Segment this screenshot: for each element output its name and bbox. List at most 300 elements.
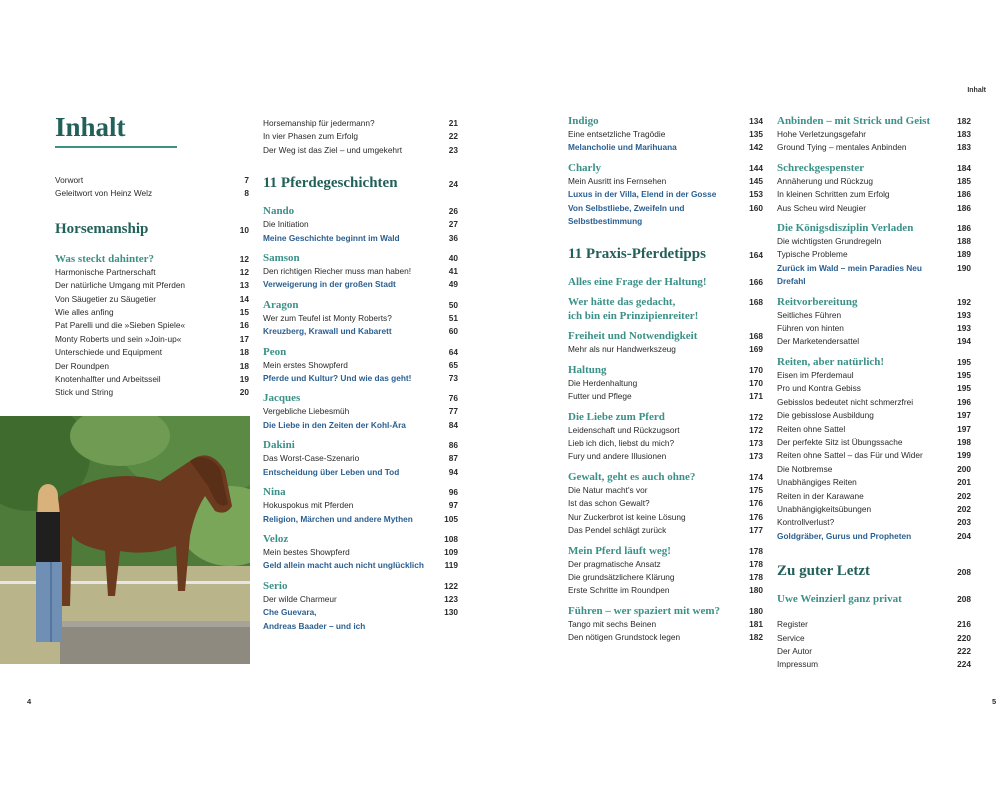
toc-entry-page: 18 bbox=[239, 360, 249, 371]
horse-illustration bbox=[0, 416, 250, 664]
toc-entry-title: Vorwort bbox=[55, 175, 84, 185]
toc-entry bbox=[263, 218, 458, 231]
toc-entry bbox=[55, 174, 249, 187]
toc-entry-title: Leidenschaft und Rückzugsort bbox=[568, 424, 680, 435]
toc-entry-page: 19 bbox=[239, 374, 249, 385]
toc-entry-page: 216 bbox=[957, 619, 971, 630]
toc-entry-title: Stick und String bbox=[55, 387, 114, 398]
page-number-right: 5 bbox=[992, 697, 997, 706]
toc-entry bbox=[777, 632, 971, 645]
section-page: 144 bbox=[749, 162, 763, 173]
toc-entry-page: 22 bbox=[448, 131, 458, 142]
toc-entry-title: Lieb ich dich, liebst du mich? bbox=[568, 438, 675, 449]
chapter-heading: 11 Pferdegeschichten 24 bbox=[263, 175, 458, 192]
toc-entry-title: Das Pendel schlägt zurück bbox=[568, 525, 667, 536]
toc-entry bbox=[263, 593, 458, 606]
toc-entry-page: 123 bbox=[444, 593, 458, 604]
section-page: 134 bbox=[749, 116, 763, 126]
section-title: Nando bbox=[263, 205, 295, 218]
section-page: 50 bbox=[448, 299, 458, 310]
toc-entry-page: 204 bbox=[957, 530, 971, 541]
section-page: 195 bbox=[957, 356, 971, 367]
toc-entry-title: Unabhängigkeitsübungen bbox=[777, 503, 872, 514]
chapter-heading: Horsemanship 10 bbox=[55, 220, 249, 237]
toc-entry bbox=[568, 497, 763, 510]
toc-entry-page: 7 bbox=[244, 175, 249, 185]
toc-entry-page: 180 bbox=[749, 585, 763, 596]
toc-entry bbox=[55, 293, 249, 306]
toc-section bbox=[568, 275, 763, 289]
toc-entry-page: 195 bbox=[957, 369, 971, 380]
toc-entry-title: Horsemanship für jedermann? bbox=[263, 118, 375, 128]
toc-entry-page: 183 bbox=[957, 129, 971, 139]
toc-entry-page: 201 bbox=[957, 477, 971, 488]
section-heading: Uwe Weinzierl ganz privat 208 bbox=[777, 593, 971, 606]
toc-entry-page: 202 bbox=[957, 490, 971, 501]
toc-entry-page: 41 bbox=[448, 266, 458, 277]
toc-entry bbox=[777, 503, 971, 516]
toc-section bbox=[777, 161, 971, 215]
section-title: Mein Pferd läuft weg! bbox=[568, 544, 671, 557]
toc-entry bbox=[777, 248, 971, 261]
toc-entry-page: 8 bbox=[244, 188, 249, 199]
section-page: 96 bbox=[448, 487, 458, 498]
toc-entry-title: Von Säugetier zu Säugetier bbox=[55, 293, 157, 304]
toc-entry-title: Register bbox=[777, 619, 808, 630]
section-page: 168 bbox=[749, 331, 763, 342]
toc-entry-page: 60 bbox=[448, 326, 458, 337]
section-title: Peon bbox=[263, 345, 287, 358]
toc-entry bbox=[55, 346, 249, 359]
toc-entry-title: Die Herdenhaltung bbox=[568, 377, 638, 388]
toc-entry-title: Der Autor bbox=[777, 645, 813, 656]
toc-entry bbox=[55, 279, 249, 292]
toc-entry bbox=[568, 450, 763, 463]
toc-entry-title: Der Roundpen bbox=[55, 360, 109, 371]
toc-section bbox=[263, 391, 458, 432]
toc-entry bbox=[568, 377, 763, 390]
toc-entry-page: 197 bbox=[957, 410, 971, 421]
toc-section bbox=[568, 329, 763, 356]
toc-entry-title: Meine Geschichte beginnt im Wald bbox=[263, 232, 400, 243]
toc-entry-page: 27 bbox=[448, 219, 458, 230]
section-page: 168 bbox=[749, 297, 763, 308]
section-page: 172 bbox=[749, 411, 763, 422]
toc-entry-page: 142 bbox=[749, 142, 763, 153]
toc-entry-page: 177 bbox=[749, 525, 763, 536]
toc-entry bbox=[777, 423, 971, 436]
toc-entry-page: 220 bbox=[957, 632, 971, 643]
toc-entry-title: Der natürliche Umgang mit Pferden bbox=[55, 280, 186, 291]
toc-entry bbox=[777, 658, 971, 671]
section-title: Serio bbox=[263, 579, 288, 592]
section-heading bbox=[263, 532, 458, 546]
section-title: Aragon bbox=[263, 298, 299, 311]
toc-entry-title: Erste Schritte im Roundpen bbox=[568, 585, 670, 596]
toc-entry-page: 175 bbox=[749, 484, 763, 495]
section-heading bbox=[568, 544, 763, 558]
toc-entry-title: Unterschiede und Equipment bbox=[55, 347, 163, 358]
toc-entry-page: 84 bbox=[448, 419, 458, 430]
toc-entry-title: Vergebliche Liebesmüh bbox=[263, 406, 350, 417]
toc-entry-title: Seitliches Führen bbox=[777, 309, 842, 320]
toc-entry-page: 190 bbox=[957, 262, 971, 273]
toc-entry-title: Mein bestes Showpferd bbox=[263, 546, 350, 557]
section-title: Samson bbox=[263, 252, 300, 265]
section-heading: Was steckt dahinter? 12 bbox=[55, 252, 249, 265]
toc-entry-page: 182 bbox=[749, 632, 763, 643]
toc-entry-title: Der pragmatische Ansatz bbox=[568, 558, 661, 569]
toc-entry bbox=[55, 306, 249, 319]
section-page: 86 bbox=[448, 440, 458, 451]
toc-entry bbox=[55, 333, 249, 346]
toc-entry-page: 65 bbox=[448, 359, 458, 370]
toc-entry-title: Che Guevara, Andreas Baader – und ich bbox=[263, 607, 366, 631]
toc-entry-page: 135 bbox=[749, 129, 763, 139]
toc-entry bbox=[55, 360, 249, 373]
toc-entry-title: Der Weg ist das Ziel – und umgekehrt bbox=[263, 144, 403, 155]
page-title: Inhalt bbox=[55, 112, 126, 142]
toc-entry-title: Zurück im Wald – mein Paradies Neu Drefahl bbox=[777, 262, 922, 287]
toc-entry bbox=[263, 546, 458, 559]
toc-entry-page: 173 bbox=[749, 451, 763, 462]
toc-entry-page: 145 bbox=[749, 175, 763, 186]
toc-entry-page: 14 bbox=[239, 293, 249, 304]
toc-entry bbox=[777, 382, 971, 395]
toc-entry bbox=[568, 511, 763, 524]
toc-entry bbox=[777, 262, 971, 289]
toc-entry-title: Verweigerung in der großen Stadt bbox=[263, 279, 396, 290]
section-page: 76 bbox=[448, 393, 458, 404]
section-title: Veloz bbox=[263, 532, 289, 545]
section-title: Jacques bbox=[263, 392, 301, 405]
toc-entry-page: 94 bbox=[448, 466, 458, 477]
toc-entry-title: Fury und andere Illusionen bbox=[568, 451, 667, 462]
toc-entry-page: 194 bbox=[957, 336, 971, 347]
section-heading bbox=[568, 329, 763, 343]
toc-entry-title: Mein Ausritt ins Fernsehen bbox=[568, 175, 667, 186]
toc-column-3 bbox=[568, 108, 763, 645]
section-title: Führen – wer spaziert mit wem? bbox=[568, 604, 721, 617]
toc-entry-page: 12 bbox=[239, 266, 249, 277]
toc-entry bbox=[263, 232, 458, 245]
horse-photo bbox=[0, 416, 250, 664]
toc-section bbox=[263, 204, 458, 245]
toc-entry-title: Kontrollverlust? bbox=[777, 517, 835, 528]
toc-entry-title: Luxus in der Villa, Elend in der Gosse bbox=[568, 189, 717, 200]
section-title: Indigo bbox=[568, 115, 599, 127]
toc-entry bbox=[263, 312, 458, 325]
toc-entry-title: Aus Scheu wird Neugier bbox=[777, 202, 867, 213]
toc-section bbox=[777, 355, 971, 543]
toc-entry bbox=[263, 559, 458, 572]
toc-entry bbox=[777, 309, 971, 322]
toc-entry bbox=[568, 390, 763, 403]
toc-entry-title: Goldgräber, Gurus und Propheten bbox=[777, 530, 912, 541]
toc-entry-page: 203 bbox=[957, 517, 971, 528]
toc-column-4 bbox=[777, 108, 971, 672]
toc-entry-page: 176 bbox=[749, 498, 763, 509]
section-heading bbox=[777, 355, 971, 369]
toc-section bbox=[568, 363, 763, 404]
toc-entry bbox=[777, 128, 971, 141]
toc-entry-page: 199 bbox=[957, 450, 971, 461]
toc-entry bbox=[777, 175, 971, 188]
toc-section bbox=[568, 604, 763, 645]
section-title: Charly bbox=[568, 161, 601, 174]
toc-entry-page: 171 bbox=[749, 391, 763, 402]
toc-entry bbox=[263, 419, 458, 432]
toc-entry bbox=[777, 202, 971, 215]
toc-entry-page: 170 bbox=[749, 377, 763, 388]
section-heading bbox=[568, 161, 763, 175]
section-heading bbox=[568, 114, 763, 128]
toc-entry-title: Nur Zuckerbrot ist keine Lösung bbox=[568, 511, 686, 522]
toc-entry-page: 73 bbox=[448, 373, 458, 384]
toc-entry-page: 186 bbox=[957, 189, 971, 200]
toc-entry-title: Die Initiation bbox=[263, 219, 309, 230]
toc-entry bbox=[263, 117, 458, 130]
toc-entry bbox=[777, 436, 971, 449]
toc-entry-page: 202 bbox=[957, 503, 971, 514]
toc-entry-title: Geleitwort von Heinz Welz bbox=[55, 188, 153, 199]
section-page: 184 bbox=[957, 162, 971, 173]
chapter-heading: 11 Praxis-Pferdetipps 164 bbox=[568, 246, 763, 263]
section-page: 178 bbox=[749, 545, 763, 556]
toc-entry-page: 97 bbox=[448, 500, 458, 511]
toc-entry-page: 185 bbox=[957, 175, 971, 186]
toc-entry-title: Annäherung und Rückzug bbox=[777, 175, 873, 186]
toc-entry bbox=[263, 466, 458, 479]
toc-entry bbox=[568, 175, 763, 188]
toc-entry-title: Reiten in der Karawane bbox=[777, 490, 864, 501]
toc-entry-title: In vier Phasen zum Erfolg bbox=[263, 131, 358, 142]
toc-entry-page: 160 bbox=[749, 202, 763, 213]
section-title: Dakini bbox=[263, 439, 295, 452]
toc-entry bbox=[777, 188, 971, 201]
toc-entry bbox=[568, 484, 763, 497]
toc-entry bbox=[777, 322, 971, 335]
toc-entry-title: Reiten ohne Sattel bbox=[777, 423, 846, 434]
toc-entry bbox=[777, 141, 971, 154]
section-heading bbox=[777, 114, 971, 128]
toc-entry-page: 49 bbox=[448, 279, 458, 290]
section-heading bbox=[568, 295, 763, 323]
toc-entry bbox=[263, 606, 458, 633]
toc-entry-title: Die grundsätzlichere Klärung bbox=[568, 571, 675, 582]
section-page: 108 bbox=[444, 533, 458, 544]
chapter-heading: Zu guter Letzt 208 bbox=[777, 563, 971, 580]
toc-entry bbox=[568, 524, 763, 537]
toc-entry-page: 183 bbox=[957, 142, 971, 153]
section-title: Gewalt, geht es auch ohne? bbox=[568, 470, 696, 483]
toc-entry bbox=[568, 558, 763, 571]
toc-section bbox=[777, 114, 971, 155]
toc-entry bbox=[55, 319, 249, 332]
toc-entry-title: Impressum bbox=[777, 659, 819, 670]
toc-entry bbox=[777, 490, 971, 503]
toc-entry bbox=[263, 144, 458, 157]
toc-entry-title: Pferde und Kultur? Und wie das geht! bbox=[263, 373, 412, 384]
toc-entry-title: Tango mit sechs Beinen bbox=[568, 618, 657, 629]
toc-entry bbox=[568, 128, 763, 141]
toc-entry-title: Ist das schon Gewalt? bbox=[568, 498, 650, 509]
toc-entry-title: Wie alles anfing bbox=[55, 307, 114, 318]
toc-entry-title: Unabhängiges Reiten bbox=[777, 477, 857, 488]
toc-entry-title: Futter und Pflege bbox=[568, 391, 632, 402]
toc-column-1 bbox=[55, 174, 249, 400]
toc-entry bbox=[568, 141, 763, 154]
toc-entry bbox=[263, 499, 458, 512]
toc-entry bbox=[263, 278, 458, 291]
toc-entry-page: 169 bbox=[749, 344, 763, 355]
toc-entry-title: Harmonische Partnerschaft bbox=[55, 266, 156, 277]
toc-entry-page: 193 bbox=[957, 323, 971, 334]
section-heading bbox=[568, 470, 763, 484]
toc-entry-page: 153 bbox=[749, 189, 763, 200]
section-heading bbox=[568, 604, 763, 618]
toc-entry-title: Hohe Verletzungsgefahr bbox=[777, 129, 867, 139]
section-heading bbox=[568, 363, 763, 377]
toc-entry-title: Von Selbstliebe, Zweifeln und Selbstbestimmung bbox=[568, 202, 685, 227]
toc-entry bbox=[55, 266, 249, 279]
toc-entry-title: Eisen im Pferdemaul bbox=[777, 369, 854, 380]
toc-entry bbox=[568, 188, 763, 201]
section-page: 170 bbox=[749, 364, 763, 375]
section-heading bbox=[263, 438, 458, 452]
section-title: Reitvorbereitung bbox=[777, 295, 858, 308]
section-title: Reiten, aber natürlich! bbox=[777, 355, 885, 368]
toc-entry-title: Das Worst-Case-Szenario bbox=[263, 453, 360, 464]
page-number-left: 4 bbox=[27, 697, 32, 706]
toc-entry-title: Den richtigen Riecher muss man haben! bbox=[263, 266, 412, 277]
toc-entry-title: Eine entsetzliche Tragödie bbox=[568, 129, 666, 139]
toc-entry-title: Der perfekte Sitz ist Übungssache bbox=[777, 436, 903, 447]
toc-entry-title: Kreuzberg, Krawall und Kabarett bbox=[263, 326, 392, 337]
toc-entry bbox=[568, 631, 763, 644]
section-page: 186 bbox=[957, 223, 971, 234]
section-page: 180 bbox=[749, 605, 763, 616]
section-title: Schreckgespenster bbox=[777, 161, 865, 174]
toc-entry-title: Ground Tying – mentales Anbinden bbox=[777, 142, 907, 153]
toc-section bbox=[568, 295, 763, 323]
toc-entry-page: 176 bbox=[749, 511, 763, 522]
toc-entry-title: Führen von hinten bbox=[777, 323, 844, 334]
toc-section bbox=[263, 579, 458, 633]
toc-entry-page: 77 bbox=[448, 406, 458, 417]
toc-section bbox=[568, 410, 763, 464]
section-page: 64 bbox=[448, 346, 458, 357]
toc-entry-page: 198 bbox=[957, 436, 971, 447]
toc-entry-page: 51 bbox=[448, 312, 458, 323]
toc-section bbox=[263, 345, 458, 386]
toc-entry-page: 20 bbox=[239, 387, 249, 398]
toc-entry-page: 36 bbox=[448, 232, 458, 243]
toc-entry-title: Die gebisslose Ausbildung bbox=[777, 410, 874, 421]
toc-entry-title: Monty Roberts und sein »Join-up« bbox=[55, 333, 182, 344]
toc-entry-page: 87 bbox=[448, 453, 458, 464]
toc-entry-page: 178 bbox=[749, 558, 763, 569]
toc-entry-title: Geld allein macht auch nicht unglücklich bbox=[263, 560, 424, 571]
toc-entry-page: 23 bbox=[448, 144, 458, 155]
toc-section bbox=[568, 161, 763, 229]
section-title: Nina bbox=[263, 486, 286, 499]
toc-section bbox=[777, 295, 971, 349]
section-title: Die Königsdisziplin Verladen bbox=[777, 222, 914, 235]
toc-entry bbox=[777, 235, 971, 248]
toc-entry-title: Mehr als nur Handwerkszeug bbox=[568, 344, 676, 355]
section-heading bbox=[263, 579, 458, 593]
section-heading bbox=[568, 275, 763, 289]
toc-entry-title: Die Natur macht's vor bbox=[568, 484, 648, 495]
toc-entry bbox=[263, 359, 458, 372]
toc-entry-title: Reiten ohne Sattel – das Für und Wider bbox=[777, 450, 923, 461]
toc-entry bbox=[568, 202, 763, 229]
toc-section bbox=[263, 251, 458, 292]
running-head: Inhalt bbox=[967, 87, 986, 94]
toc-entry-title: Der Marketendersattel bbox=[777, 336, 860, 347]
toc-entry-page: 16 bbox=[239, 320, 249, 331]
toc-entry-title: Melancholie und Marihuana bbox=[568, 142, 677, 153]
toc-entry-page: 18 bbox=[239, 347, 249, 358]
section-heading bbox=[263, 204, 458, 218]
toc-entry-page: 188 bbox=[957, 236, 971, 247]
toc-entry bbox=[568, 437, 763, 450]
toc-entry bbox=[263, 130, 458, 143]
toc-entry bbox=[777, 369, 971, 382]
toc-entry-title: Hokuspokus mit Pferden bbox=[263, 500, 354, 511]
section-heading bbox=[777, 295, 971, 309]
toc-entry bbox=[568, 343, 763, 356]
toc-entry-page: 15 bbox=[239, 307, 249, 318]
toc-entry bbox=[263, 325, 458, 338]
title-rule bbox=[55, 146, 177, 148]
toc-entry-title: Religion, Märchen und andere Mythen bbox=[263, 513, 413, 524]
section-heading bbox=[263, 345, 458, 359]
section-heading bbox=[777, 221, 971, 235]
toc-entry bbox=[55, 386, 249, 399]
toc-entry bbox=[568, 618, 763, 631]
toc-entry bbox=[777, 409, 971, 422]
toc-entry bbox=[777, 476, 971, 489]
toc-entry-title: Mein erstes Showpferd bbox=[263, 359, 348, 370]
toc-entry-page: 193 bbox=[957, 309, 971, 320]
toc-entry bbox=[777, 530, 971, 543]
toc-entry-page: 109 bbox=[444, 546, 458, 557]
toc-entry-page: 172 bbox=[749, 424, 763, 435]
toc-entry-page: 196 bbox=[957, 396, 971, 407]
toc-entry bbox=[777, 449, 971, 462]
toc-entry bbox=[568, 424, 763, 437]
toc-entry-title: Pat Parelli und die »Sieben Spiele« bbox=[55, 320, 186, 331]
section-heading bbox=[263, 391, 458, 405]
section-heading bbox=[263, 251, 458, 265]
toc-section bbox=[568, 544, 763, 598]
toc-column-2 bbox=[263, 117, 458, 633]
section-page: 166 bbox=[749, 277, 763, 288]
section-page: 174 bbox=[749, 471, 763, 482]
toc-entry-page: 224 bbox=[957, 659, 971, 670]
section-title: Haltung bbox=[568, 363, 607, 376]
section-title: Alles eine Frage der Haltung! bbox=[568, 276, 707, 289]
toc-entry-page: 105 bbox=[444, 513, 458, 524]
section-page: 182 bbox=[957, 116, 971, 126]
section-title: Die Liebe zum Pferd bbox=[568, 410, 665, 423]
toc-section bbox=[263, 298, 458, 339]
section-heading bbox=[568, 410, 763, 424]
toc-entry bbox=[777, 618, 971, 631]
section-heading bbox=[263, 298, 458, 312]
